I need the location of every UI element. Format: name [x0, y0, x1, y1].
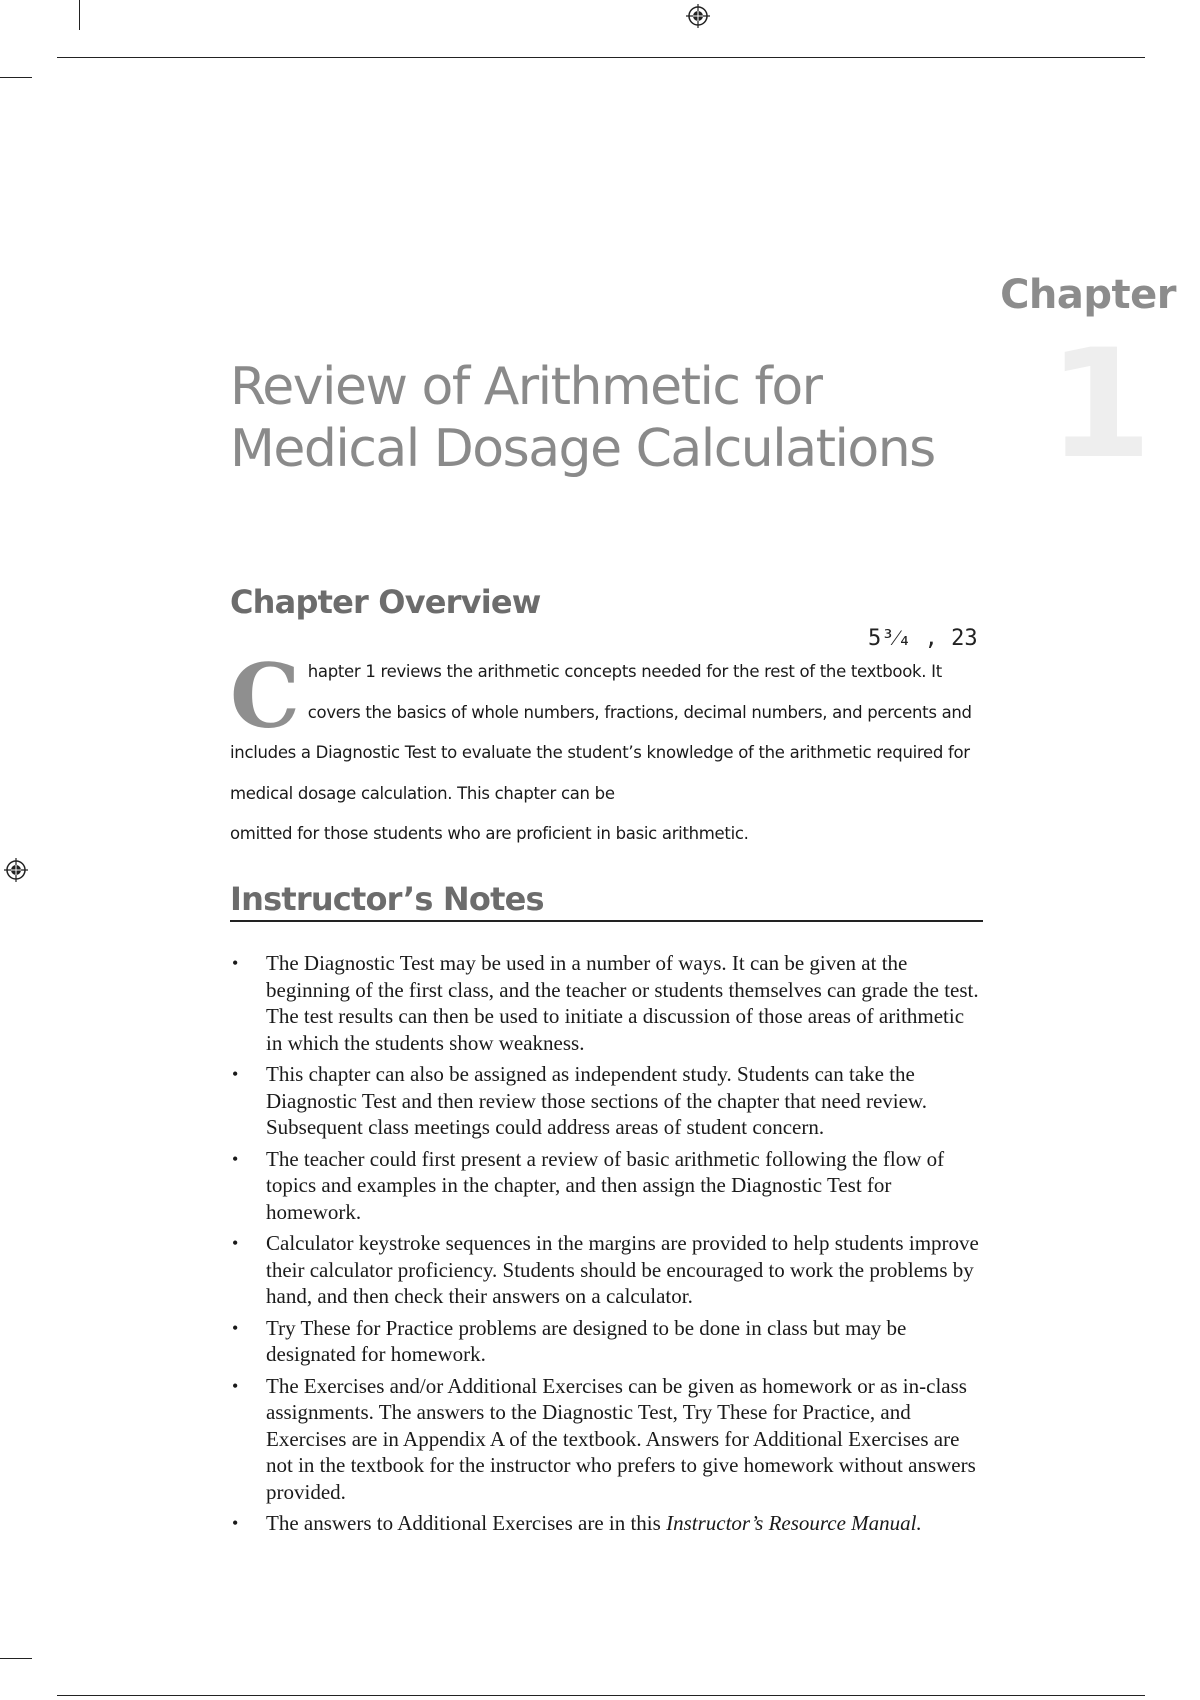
margin-note: 5³⁄₄ , 23: [868, 626, 978, 651]
chapter-label: Chapter: [1000, 272, 1176, 318]
list-item: [232, 1510, 984, 1537]
list-item: [232, 1373, 984, 1506]
list-item-text: Try These for Practice problems are designed to be done in class but may be designated for homework.: [266, 1315, 907, 1366]
crop-mark-vertical: [79, 0, 80, 30]
overview-text-last-line: omitted for those students who are proficient in basic arithmetic.: [230, 824, 749, 843]
notes-heading: Instructor’s Notes: [230, 880, 983, 922]
registration-mark-icon: [3, 857, 29, 883]
manual-title: Instructor’s Resource Manual.: [666, 1511, 922, 1535]
overview-paragraph: [230, 644, 983, 855]
list-item: [232, 1230, 984, 1310]
list-item-text: The teacher could first present a review of basic arithmetic following the flow of topics and examples in the chapter, and then assign the Diagnostic Test for homework.: [266, 1146, 945, 1224]
list-item-text: The answers to Additional Exercises are in this: [266, 1511, 667, 1535]
overview-heading: Chapter Overview: [230, 583, 541, 621]
registration-mark-icon: [685, 3, 711, 29]
list-item-text: Calculator keystroke sequences in the margins are provided to help students improve their calculator proficiency. Students should be encouraged to work the problems by hand, and then check their answers on a calculator.: [266, 1231, 979, 1308]
list-item: [232, 1061, 984, 1141]
overview-text: hapter 1 reviews the arithmetic concepts needed for the rest of the textbook. It covers the basics of whole numbers, fractions, decimal numbers, and percents and includes a Diagnostic Test to evaluate the student’s knowledge of the arithmetic required for medical dosage calculation. This chapter can be: [230, 662, 972, 803]
list-item: [232, 1315, 984, 1368]
notes-list: [232, 950, 984, 1542]
bullet-icon: •: [232, 1064, 239, 1084]
list-item: [232, 1146, 984, 1226]
list-item-text: The Diagnostic Test may be used in a number of ways. It can be given at the beginning of the first class, and the teacher or students themselves can grade the test. The test results can then be used to initiate a discussion of those areas of arithmetic in which the students show weakness.: [266, 951, 979, 1055]
bullet-icon: •: [232, 953, 239, 973]
crop-mark-top-left: [0, 77, 32, 78]
list-item-text: The Exercises and/or Additional Exercises can be given as homework or as in-class assignments. The answers to the Diagnostic Test, Try These for Practice, and Exercises are in Appendix A of the textbook. Answers for Additional Exercises are not in the textbook for the instructor who prefers to give homework without answers provided.: [266, 1373, 976, 1504]
drop-cap: C: [230, 644, 300, 748]
chapter-title: Review of Arithmetic for Medical Dosage Calculations: [230, 357, 935, 479]
chapter-number: 1: [1047, 318, 1153, 492]
list-item: [232, 950, 984, 1056]
bullet-icon: •: [232, 1233, 239, 1253]
bullet-icon: •: [232, 1317, 239, 1338]
bullet-icon: •: [232, 1375, 239, 1396]
bullet-icon: •: [232, 1148, 239, 1169]
top-rule: [57, 57, 1145, 58]
list-item-text: This chapter can also be assigned as independent study. Students can take the Diagnostic Test and then review those sections of the chapter that need review. Subsequent class meetings could address areas of student concern.: [266, 1062, 927, 1139]
bottom-rule: [57, 1695, 1145, 1696]
bullet-icon: •: [232, 1513, 239, 1533]
crop-mark-bottom-left: [0, 1658, 32, 1659]
